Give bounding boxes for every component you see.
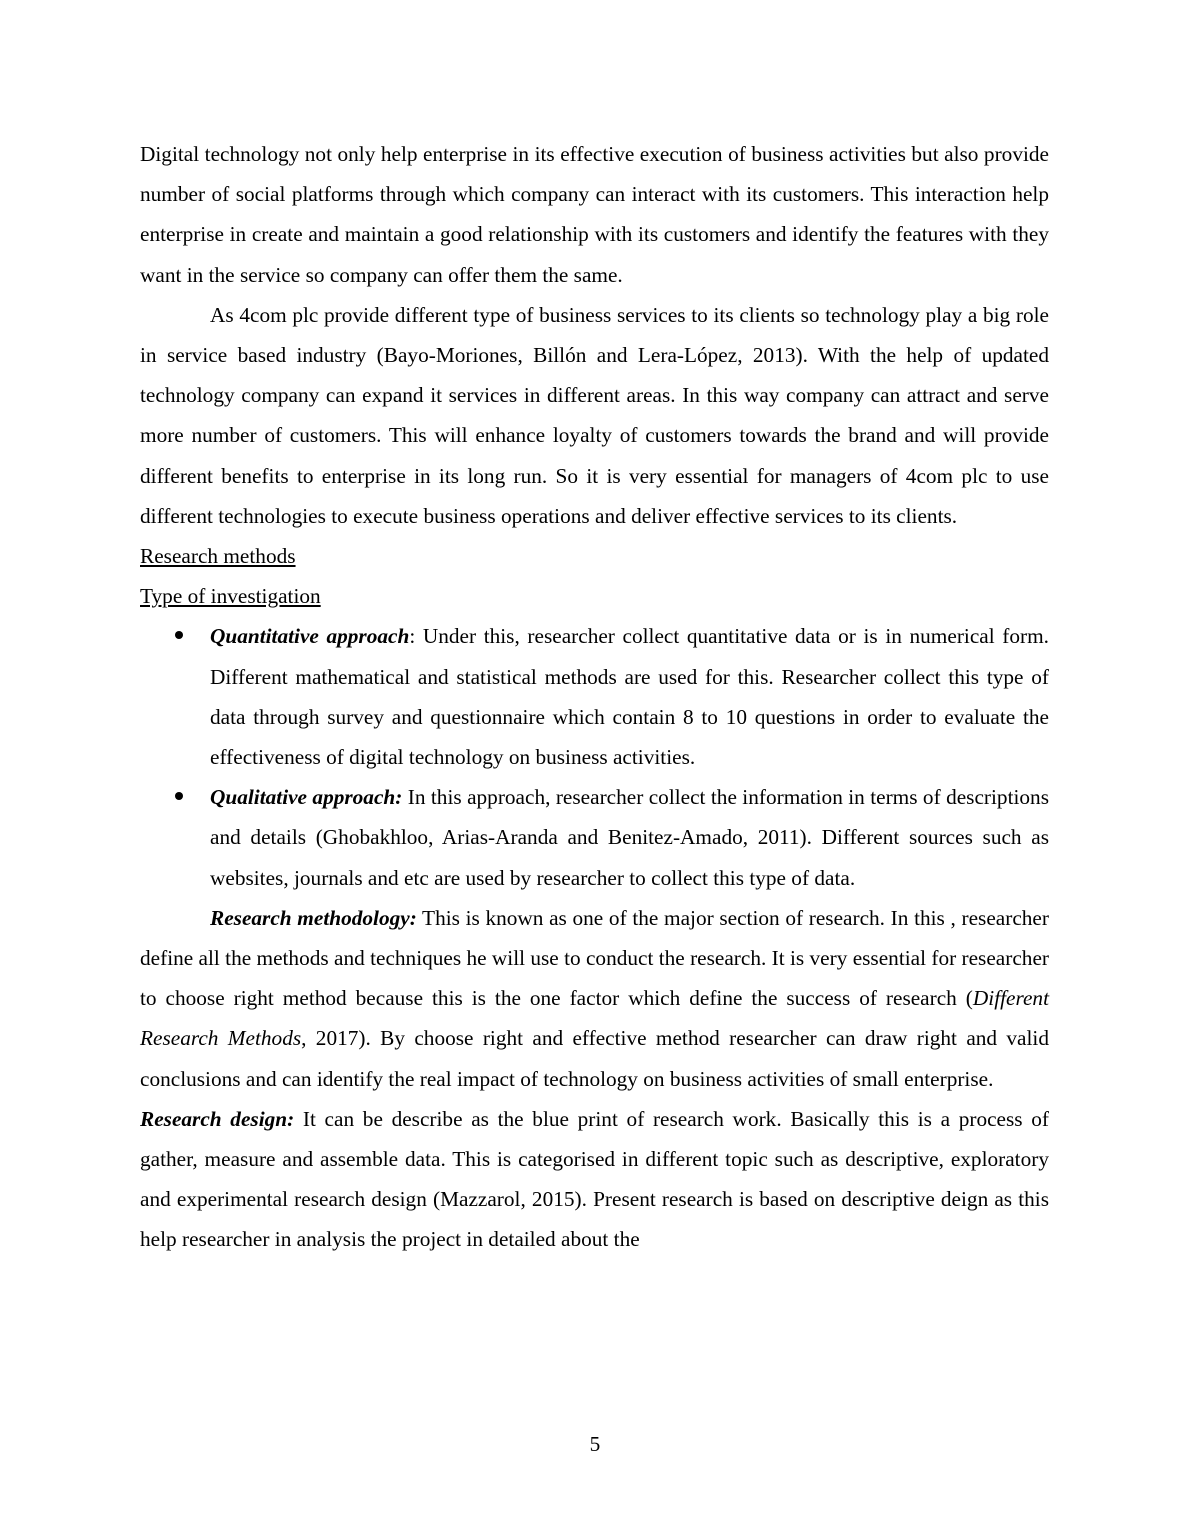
methodology-text-part-2: , 2017). By choose right and effective method researcher can draw right and valid conclusions and can identify the real impact of technology on business activities of small enterprise.: [140, 1026, 1049, 1091]
citation-title: Different Research Methods: [140, 986, 1049, 1051]
term-research-methodology: Research methodology:: [210, 905, 417, 930]
term-research-design: Research design:: [140, 1106, 295, 1131]
bullet-icon: [175, 792, 183, 800]
paragraph-4com-technology: As 4com plc provide different type of business services to its clients so technology play a big role in service based industry (Bayo-Moriones, Billón and Lera-López, 2013). With the help of updated technology company can expand it services in different areas. In this way company can attract and serve more number of customers. This will enhance loyalty of customers towards the brand and will provide different benefits to enterprise in its long run. So it is very essential for managers of 4com plc to use different technologies to execute business operations and deliver effective services to its clients.: [140, 302, 1049, 528]
list-item-qualitative: [140, 777, 1049, 898]
description-qualitative-approach: In this approach, researcher collect the information in terms of descriptions and details (Ghobakhloo, Arias-Aranda and Benitez-Amado, 2011). Different sources such as websites, journals and etc are used by researcher to collect this type of data.: [210, 785, 1049, 890]
methodology-text-part-1: This is known as one of the major section of research. In this , researcher define all the methods and techniques he will use to conduct the research. It is very essential for researcher to choose right method because this is the one factor which define the success of research (: [140, 905, 1049, 1011]
heading-type-of-investigation: Type of investigation: [140, 584, 321, 609]
paragraph-research-methodology: [140, 898, 1049, 1099]
heading-research-methods: Research methods: [140, 544, 296, 569]
design-text: It can be describe as the blue print of research work. Basically this is a process of gather, measure and assemble data. This is categorised in different topic such as descriptive, exploratory and experimental research design (Mazzarol, 2015). Present research is based on descriptive deign as this help researcher in analysis the project in detailed about the: [140, 1106, 1049, 1252]
list-item-quantitative: [140, 616, 1049, 777]
document-body: [140, 134, 1049, 1260]
page-number: 5: [589, 1432, 601, 1456]
paragraph-digital-technology: Digital technology not only help enterprise in its effective execution of business activities but also provide number of social platforms through which company can interact with its customers. This interaction help enterprise in create and maintain a good relationship with its customers and identify the features with they want in the service so company can offer them the same.: [140, 142, 1049, 287]
term-quantitative-approach: Quantitative approach: [210, 624, 410, 649]
paragraph-research-design: [140, 1099, 1049, 1260]
term-qualitative-approach: Qualitative approach:: [210, 785, 403, 810]
description-quantitative-approach: : Under this, researcher collect quantitative data or is in numerical form. Different mathematical and statistical methods are used for this. Researcher collect this type of data through survey and questionnaire which contain 8 to 10 questions in order to evaluate the effectiveness of digital technology on business activities.: [210, 624, 1049, 770]
bullet-icon: [175, 631, 183, 639]
investigation-approach-list: [140, 616, 1049, 897]
